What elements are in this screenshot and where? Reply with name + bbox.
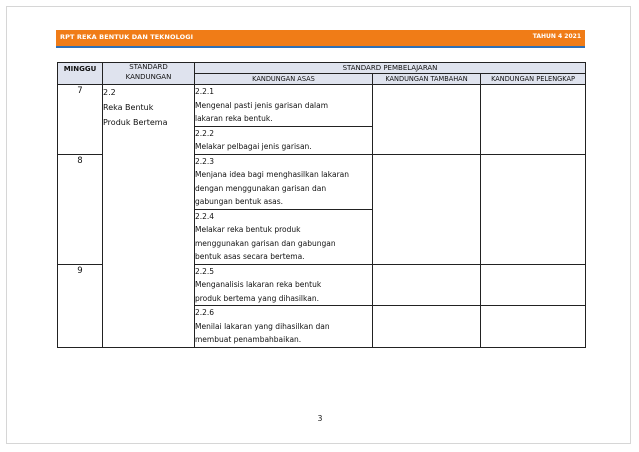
kandungan-tambahan-cell (373, 154, 481, 264)
sp-text-line: menggunakan garisan dan gabungan (195, 238, 336, 248)
standard-kandungan-cell (103, 85, 195, 348)
sp-code: 2.2.6 (195, 308, 215, 317)
page-number: 3 (317, 414, 323, 423)
kandungan-asas-cell (195, 306, 373, 348)
sp-text-line: Mengenal pasti jenis garisan dalam (195, 100, 329, 110)
kandungan-asas-cell (195, 126, 373, 154)
table-row (58, 85, 586, 127)
year-label: TAHUN 4 2021 (532, 33, 581, 40)
document-title: RPT REKA BENTUK DAN TEKNOLOGI (60, 33, 194, 41)
header-sk-line1: STANDARD (129, 63, 168, 71)
sk-title-line1: Reka Bentuk (103, 103, 154, 112)
sp-text-line: Melakar reka bentuk produk (195, 225, 301, 234)
header-standard-pembelajaran: STANDARD PEMBELAJARAN (195, 63, 586, 74)
sp-text-line: gabungan bentuk asas. (195, 197, 284, 206)
kandungan-pelengkap-cell (481, 154, 586, 264)
header-band (56, 30, 585, 46)
sp-text-line: bentuk asas secara bertema. (195, 252, 305, 261)
header-minggu: MINGGU (58, 63, 103, 85)
sp-code: 2.2.1 (195, 87, 215, 96)
kandungan-asas-cell (195, 154, 373, 209)
sp-text-line: produk bertema yang dihasilkan. (195, 293, 319, 303)
week-cell: 8 (58, 154, 103, 264)
kandungan-asas-cell (195, 264, 373, 306)
sp-text-line: Menilai lakaran yang dihasilkan dan (195, 321, 330, 331)
kandungan-pelengkap-cell (481, 85, 586, 155)
kandungan-pelengkap-cell (481, 264, 586, 306)
rpt-table (57, 62, 586, 348)
header-kandungan-tambahan: KANDUNGAN TAMBAHAN (373, 74, 481, 85)
sk-code: 2.2 (103, 88, 116, 97)
kandungan-asas-cell (195, 85, 373, 127)
sp-code: 2.2.2 (195, 128, 215, 138)
kandungan-tambahan-cell (373, 85, 481, 155)
sp-code: 2.2.5 (195, 266, 215, 276)
header-kandungan-asas: KANDUNGAN ASAS (195, 74, 373, 85)
sp-text-line: Menganalisis lakaran reka bentuk (195, 280, 322, 289)
kandungan-tambahan-cell (373, 264, 481, 306)
sp-code: 2.2.4 (195, 211, 215, 221)
kandungan-asas-cell (195, 209, 373, 264)
week-cell: 9 (58, 264, 103, 347)
header-kandungan-pelengkap: KANDUNGAN PELENGKAP (481, 74, 586, 85)
header-rule (56, 46, 585, 48)
sp-text-line: Menjana idea bagi menghasilkan lakaran (195, 170, 349, 179)
kandungan-pelengkap-cell (481, 306, 586, 348)
sp-text-line: lakaran reka bentuk. (195, 114, 273, 123)
header-standard-kandungan (103, 63, 195, 85)
sp-text-line: Melakar pelbagai jenis garisan. (195, 142, 312, 151)
sp-code: 2.2.3 (195, 156, 215, 166)
sp-text-line: dengan menggunakan garisan dan (195, 183, 327, 193)
week-cell: 7 (58, 85, 103, 155)
sk-title-line2: Produk Bertema (103, 118, 168, 127)
header-sk-line2: KANDUNGAN (125, 72, 172, 81)
kandungan-tambahan-cell (373, 306, 481, 348)
sp-text-line: membuat penambahbaikan. (195, 335, 302, 344)
